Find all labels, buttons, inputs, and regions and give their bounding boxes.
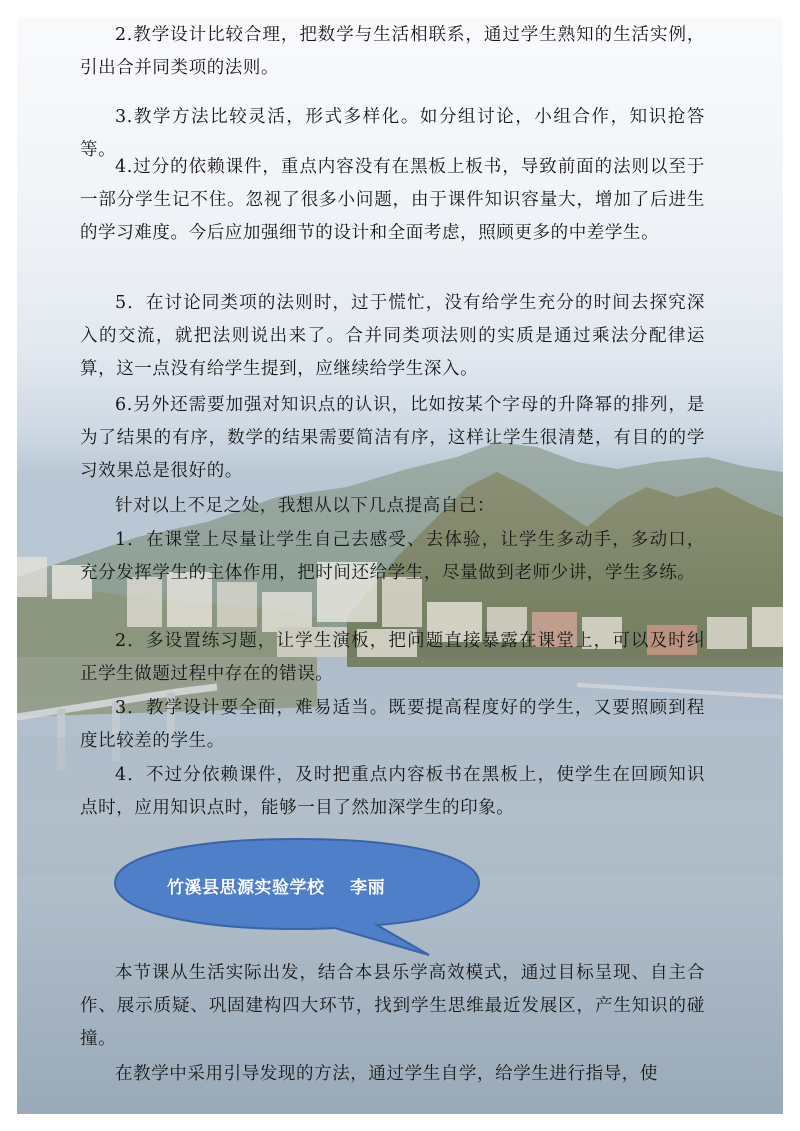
paragraph-improvement-3: 3．教学设计要全面，难易适当。既要提高程度好的学生，又要照顾到程度比较差的学生。 xyxy=(80,698,705,751)
speech-bubble-callout xyxy=(107,833,487,963)
paragraph-improvement-intro: 针对以上不足之处，我想从以下几点提高自己： xyxy=(115,496,496,516)
paragraph-summary-1: 本节课从生活实际出发，结合本县乐学高效模式，通过目标呈现、自主合作、展示质疑、巩固建构四大环节，找到学生思维最近发展区，产生知识的碰撞。 xyxy=(80,963,705,1049)
document-page xyxy=(17,17,783,1114)
text-layer xyxy=(17,17,783,1114)
paragraph-improvement-2: 2．多设置练习题，让学生演板，把问题直接暴露在课堂上，可以及时纠正学生做题过程中存在的错误。 xyxy=(80,631,705,684)
author-label: 竹溪县思源实验学校 李丽 xyxy=(167,878,386,898)
paragraph-item-2: 2.教学设计比较合理，把数学与生活相联系，通过学生熟知的生活实例，引出合并同类项的法则。 xyxy=(80,25,705,78)
paragraph-summary-2: 在教学中采用引导发现的方法，通过学生自学，给学生进行指导，使 xyxy=(115,1064,658,1084)
paragraph-improvement-1: 1．在课堂上尽量让学生自己去感受、去体验，让学生多动手，多动口，充分发挥学生的主体作用，把时间还给学生，尽量做到老师少讲，学生多练。 xyxy=(80,530,705,583)
paragraph-item-5: 5．在讨论同类项的法则时，过于慌忙，没有给学生充分的时间去探究深入的交流，就把法则说出来了。合并同类项法则的实质是通过乘法分配律运算，这一点没有给学生提到，应继续给学生深入。 xyxy=(80,293,705,379)
paragraph-item-4: 4.过分的依赖课件，重点内容没有在黑板上板书，导致前面的法则以至于一部分学生记不住。忽视了很多小问题，由于课件知识容量大，增加了后进生的学习难度。今后应加强细节的设计和全面考虑，照顾更多的中差学生。 xyxy=(80,157,705,243)
paragraph-item-3: 3.教学方法比较灵活，形式多样化。如分组讨论，小组合作，知识抢答等。 xyxy=(80,107,705,160)
paragraph-improvement-4: 4．不过分依赖课件，及时把重点内容板书在黑板上，使学生在回顾知识点时，应用知识点时，能够一目了然加深学生的印象。 xyxy=(80,765,705,818)
paragraph-item-6: 6.另外还需要加强对知识点的认识，比如按某个字母的升降幂的排列，是为了结果的有序，数学的结果需要简洁有序，这样让学生很清楚，有目的的学习效果总是很好的。 xyxy=(80,395,705,481)
